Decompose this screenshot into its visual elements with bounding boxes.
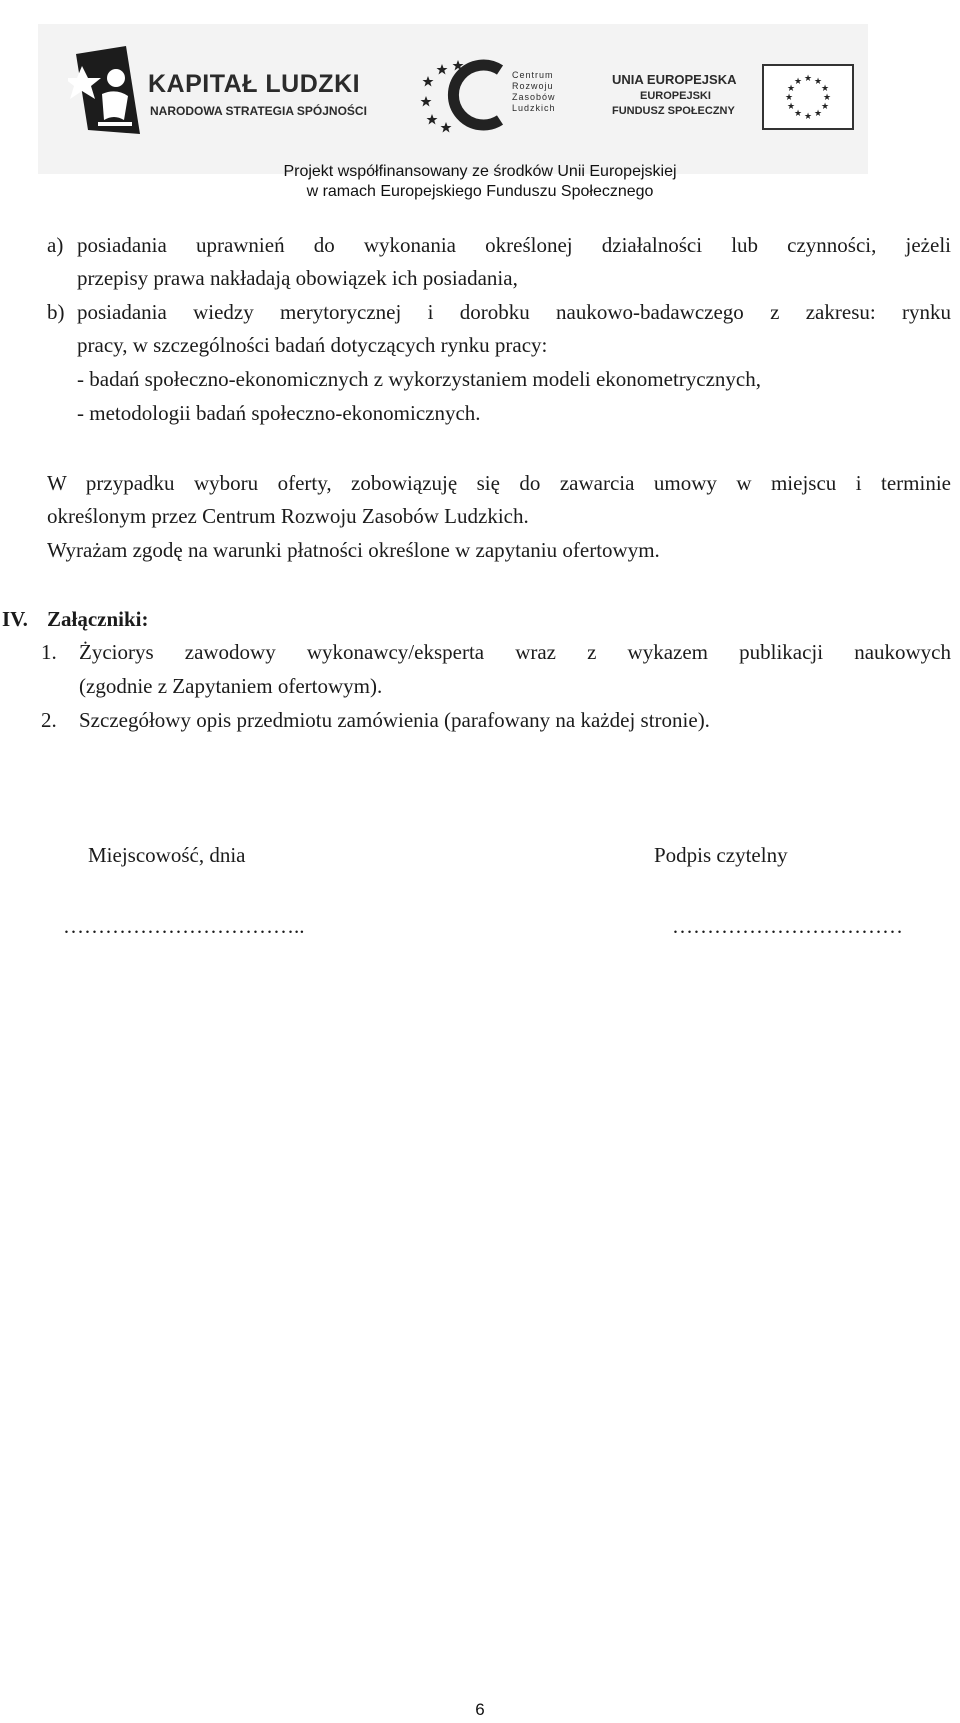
attachment-1-line2: (zgodnie z Zapytaniem ofertowym). xyxy=(79,674,383,698)
eu-union-name: UNIA EUROPEJSKA xyxy=(612,72,737,87)
signature-label: Podpis czytelny xyxy=(654,843,788,867)
svg-text:★: ★ xyxy=(822,93,832,103)
svg-text:★: ★ xyxy=(820,102,830,112)
declaration-line3: Wyrażam zgodę na warunki płatności określone w zapytaniu ofertowym. xyxy=(47,538,660,562)
eu-fund-line2: FUNDUSZ SPOŁECZNY xyxy=(612,105,735,117)
kapital-ludzki-emblem-icon xyxy=(68,44,148,139)
svg-text:★: ★ xyxy=(803,74,813,84)
crzl-name-line: Centrum xyxy=(512,70,554,80)
item-b-marker: b) xyxy=(47,300,65,324)
attachment-2-number: 2. xyxy=(41,708,57,732)
attachments-heading-number: IV. xyxy=(2,607,28,631)
item-a-marker: a) xyxy=(47,233,64,257)
eu-flag-icon xyxy=(762,64,854,130)
place-date-label: Miejscowość, dnia xyxy=(88,843,246,867)
attachment-2-line1: Szczegółowy opis przedmiotu zamówienia (parafowany na każdej stronie). xyxy=(79,708,710,732)
kapital-ludzki-title: KAPITAŁ LUDZKI xyxy=(148,70,361,98)
cofinance-line-2: w ramach Europejskiego Funduszu Społecznego xyxy=(306,183,654,200)
kapital-ludzki-subtitle: NARODOWA STRATEGIA SPÓJNOŚCI xyxy=(150,104,367,118)
crzl-name-line: Ludzkich xyxy=(512,103,556,113)
svg-text:★: ★ xyxy=(793,109,803,119)
svg-text:★: ★ xyxy=(793,77,803,87)
attachment-1-line1: Życiorys zawodowy wykonawcy/eksperta wraz z wykazem publikacji naukowych xyxy=(79,640,951,664)
svg-text:★: ★ xyxy=(813,77,823,87)
item-a-text-line2: przepisy prawa nakładają obowiązek ich posiadania, xyxy=(77,266,518,290)
svg-text:★: ★ xyxy=(786,84,796,94)
crzl-logo xyxy=(420,58,585,133)
crzl-name-line: Zasobów xyxy=(512,92,556,102)
crzl-name-line: Rozwoju xyxy=(512,81,554,91)
cofinance-line-1: Projekt współfinansowany ze środków Unii Europejskiej xyxy=(283,163,677,180)
item-b-text-line2: pracy, w szczególności badań dotyczących rynku pracy: xyxy=(77,333,548,357)
place-date-dotted-line: …………………………….. xyxy=(63,914,305,938)
page-number: 6 xyxy=(475,1700,485,1719)
svg-text:★: ★ xyxy=(786,102,796,112)
item-a-text-line1: posiadania uprawnień do wykonania określonej działalności lub czynności, jeżeli xyxy=(77,233,951,257)
crzl-name xyxy=(512,70,556,114)
attachment-1-number: 1. xyxy=(41,640,57,664)
item-b-subitem-2: - metodologii badań społeczno-ekonomicznych. xyxy=(77,401,481,425)
eu-fund-line1: EUROPEJSKI xyxy=(640,90,711,102)
eu-logo xyxy=(612,60,852,135)
svg-text:★: ★ xyxy=(784,93,794,103)
svg-text:★: ★ xyxy=(803,112,813,122)
signature-dotted-line: …………………………… xyxy=(672,914,903,938)
svg-text:★: ★ xyxy=(820,84,830,94)
attachments-heading: Załączniki: xyxy=(47,607,149,631)
svg-text:★: ★ xyxy=(813,109,823,119)
declaration-line1: W przypadku wyboru oferty, zobowiązuję się do zawarcia umowy w miejscu i terminie xyxy=(47,471,951,495)
item-b-text-line1: posiadania wiedzy merytorycznej i dorobku naukowo-badawczego z zakresu: rynku xyxy=(77,300,951,324)
item-b-subitem-1: - badań społeczno-ekonomicznych z wykorzystaniem modeli ekonometrycznych, xyxy=(77,367,762,391)
kapital-ludzki-logo xyxy=(68,44,378,139)
declaration-line2: określonym przez Centrum Rozwoju Zasobów Ludzkich. xyxy=(47,504,529,528)
